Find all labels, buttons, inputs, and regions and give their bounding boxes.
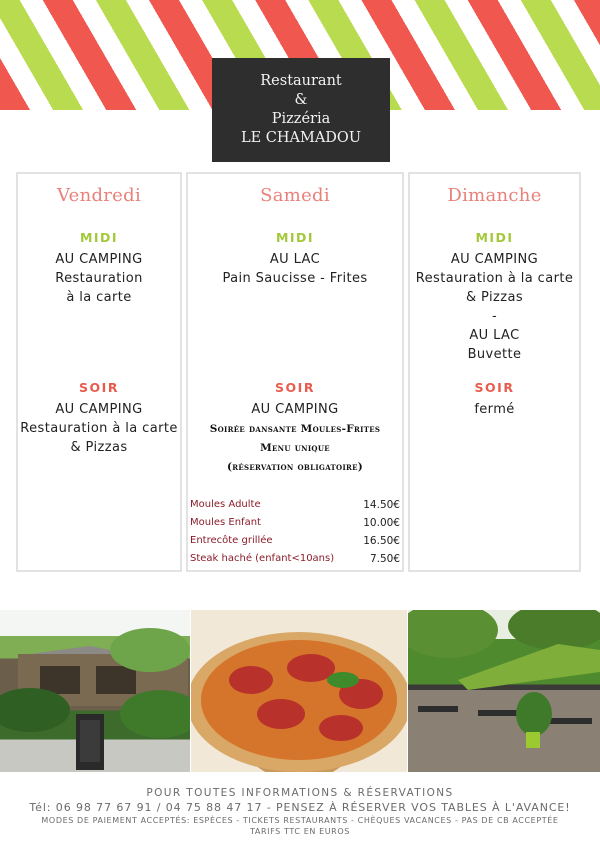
dining-illustration [408,610,600,772]
title-line-restaurant: Restaurant [260,73,342,89]
outdoor-dining-photo [408,610,600,772]
footer-phone-line: Tél: 06 98 77 67 91 / 04 75 88 47 17 - PENSEZ À RÉSERVER VOS TABLES À L'AVANCE! [29,801,571,814]
day-title: Dimanche [447,185,542,206]
midi-line: AU LAC [269,252,321,267]
soir-label: SOIR [474,380,515,395]
restaurant-title-box [212,58,390,162]
midi-line: Restauration [55,271,143,286]
soiree-line: Menu unique [260,442,330,454]
soir-label: SOIR [79,380,119,395]
soir-line: fermé [474,402,515,417]
soir-lines [18,400,180,457]
price-row [190,514,400,532]
day-title: Vendredi [56,185,142,206]
footer-payment-line: MODES DE PAIEMENT ACCEPTÉS: ESPÈCES - TICKETS RESTAURANTS - CHÈQUES VACANCES - PAS DE CB ACCEPTÉE [41,816,559,825]
soir-lines [188,400,402,419]
pizza-photo [191,610,407,772]
restaurant-terrace-photo [0,610,190,772]
price-value: 14.50€ [363,499,400,511]
soiree-line: Soirée dansante Moules-Frites [209,423,381,435]
price-list [190,496,400,568]
midi-label: MIDI [79,230,119,245]
soir-line: & Pizzas [70,440,128,455]
midi-label: MIDI [475,230,514,245]
soiree-details [188,420,402,477]
midi-line: & Pizzas [465,290,524,305]
footer-tariff-line: TARIFS TTC EN EUROS [250,827,350,836]
soir-line: Restauration à la carte [20,421,178,436]
midi-line: Pain Saucisse - Frites [222,271,368,286]
pizza-illustration [191,610,407,772]
price-row [190,550,400,568]
title-line-name: LE CHAMADOU [240,130,362,146]
price-value: 16.50€ [363,535,400,547]
price-item: Moules Adulte [190,499,261,510]
terrace-illustration [0,610,190,772]
midi-line: - [491,309,498,324]
price-item: Steak haché (enfant<10ans) [190,553,335,564]
price-item: Moules Enfant [190,517,261,528]
price-row [190,532,400,550]
price-value: 10.00€ [363,517,400,529]
footer-info [0,786,600,837]
midi-lines [18,250,180,307]
midi-label: MIDI [275,230,315,245]
midi-line: AU CAMPING [450,252,539,267]
day-column-dimanche [408,172,581,572]
day-title: Samedi [260,185,330,206]
midi-line: AU CAMPING [55,252,143,267]
footer-info-title: POUR TOUTES INFORMATIONS & RÉSERVATIONS [146,787,454,799]
title-line-ampersand: & [294,92,308,108]
soir-line: AU CAMPING [55,402,143,417]
soir-label: SOIR [275,380,315,395]
day-column-samedi [186,172,404,572]
price-item: Entrecôte grillée [190,535,273,546]
price-value: 7.50€ [369,553,400,565]
midi-lines [410,250,579,364]
midi-line: Restauration à la carte [415,271,574,286]
soir-lines [410,400,579,419]
midi-line: à la carte [66,290,132,305]
soir-line: AU CAMPING [251,402,339,417]
midi-line: AU LAC [469,328,520,343]
soiree-line: (réservation obligatoire) [226,461,364,473]
midi-lines [188,250,402,288]
price-row [190,496,400,514]
midi-line: Buvette [467,347,522,362]
day-column-vendredi [16,172,182,572]
title-line-pizzeria: Pizzéria [271,111,331,127]
